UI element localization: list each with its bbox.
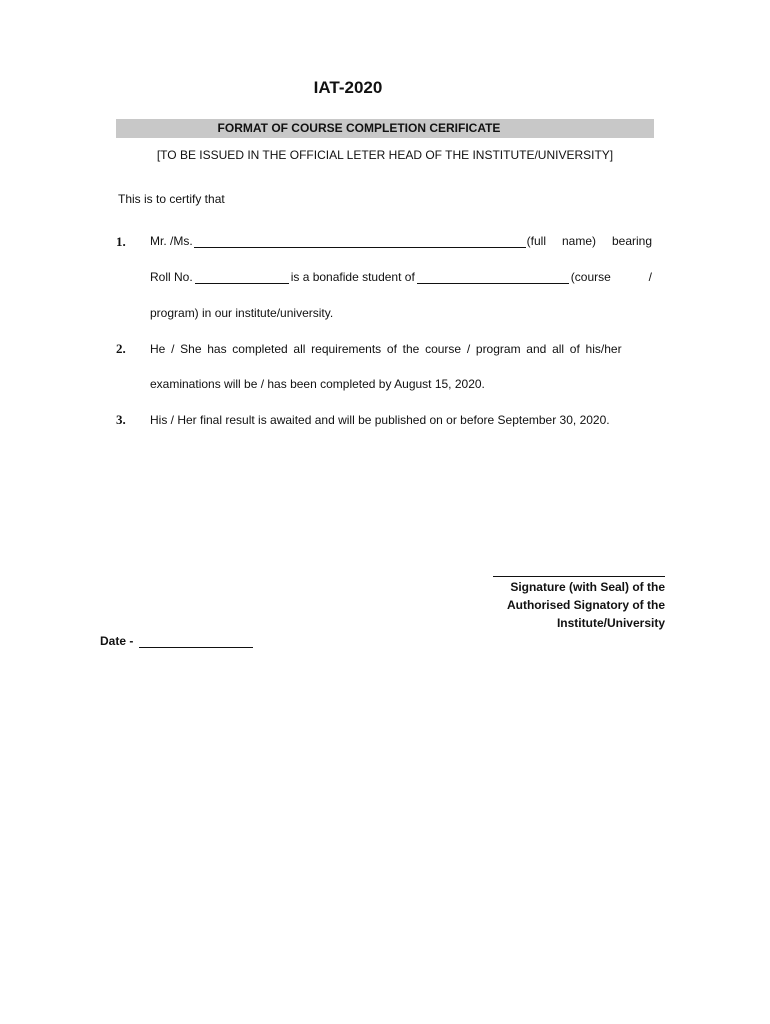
- name-suffix-2: name): [561, 234, 596, 248]
- course-suffix-1: (course: [570, 270, 611, 284]
- course-blank[interactable]: [417, 271, 569, 284]
- course-suffix: [571, 270, 652, 284]
- document-title: IAT-2020: [313, 78, 383, 97]
- signature-line[interactable]: [493, 566, 665, 577]
- roll-prefix: Roll No.: [150, 270, 193, 284]
- item-number-3: 3.: [116, 412, 126, 427]
- date-label: Date -: [100, 634, 134, 648]
- signature-label-3: Institute/University: [556, 616, 665, 630]
- name-prefix: Mr. /Ms.: [150, 234, 193, 248]
- item-3-line-1: His / Her final result is awaited and will be published on or before September 30, 2020.: [150, 413, 610, 427]
- date-blank[interactable]: [139, 635, 253, 648]
- program-continuation: program) in our institute/university.: [150, 306, 334, 320]
- item-number-2: 2.: [116, 341, 126, 356]
- item-number-1: 1.: [116, 234, 126, 249]
- intro-text: This is to certify that: [118, 192, 225, 206]
- date-row: [100, 634, 253, 648]
- full-name-blank[interactable]: [194, 235, 526, 248]
- certificate-heading: FORMAT OF COURSE COMPLETION CERIFICATE: [217, 121, 501, 135]
- full-name-line: [150, 234, 652, 248]
- item-2-text-1: He / She has completed all requirements of the course / program and all of his/her: [150, 342, 622, 356]
- course-suffix-2: /: [648, 270, 652, 284]
- roll-course-line: [150, 270, 652, 284]
- certificate-subheading: [TO BE ISSUED IN THE OFFICIAL LETER HEAD OF THE INSTITUTE/UNIVERSITY]: [156, 148, 614, 162]
- item-2-line-2: examinations will be / has been completed by August 15, 2020.: [150, 377, 485, 391]
- name-suffix-1: (full: [526, 234, 547, 248]
- signature-label-1: Signature (with Seal) of the: [510, 580, 665, 594]
- roll-number-blank[interactable]: [195, 271, 289, 284]
- signature-label-2: Authorised Signatory of the: [506, 598, 665, 612]
- name-suffix-3: bearing: [611, 234, 652, 248]
- item-2-line-1: [150, 342, 652, 356]
- full-name-suffix: [527, 234, 652, 248]
- roll-mid-text: is a bonafide student of: [290, 270, 415, 284]
